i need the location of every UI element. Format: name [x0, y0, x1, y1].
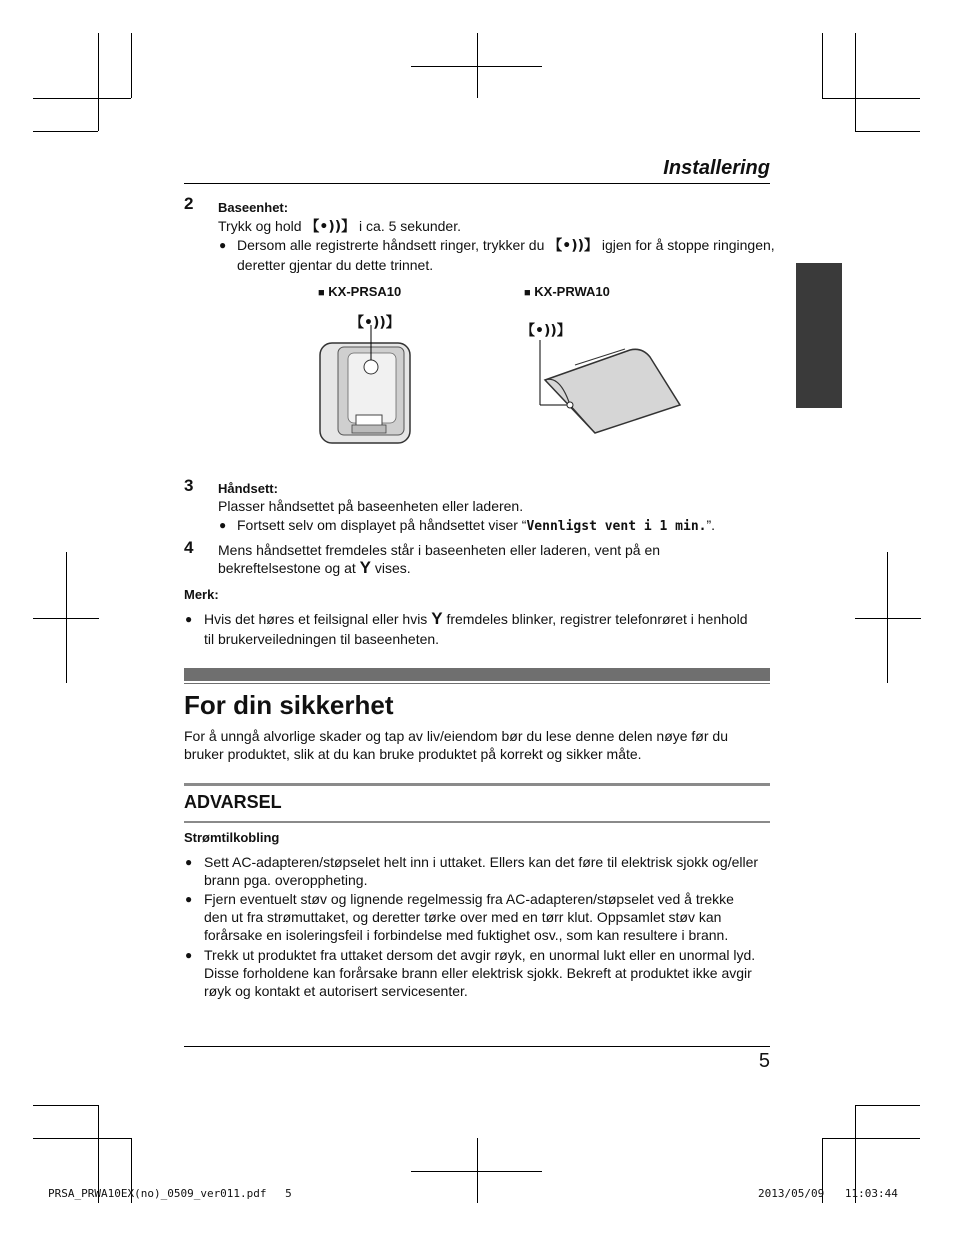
- print-page: 5: [285, 1187, 292, 1200]
- step-line: Trykk og hold 【•))】 i ca. 5 sekunder.: [218, 218, 461, 235]
- warning-item: Sett AC-adapteren/støpselet helt inn i uttaket. Ellers kan det føre til elektrisk sjokk og/eller brann pga. overoppheting.: [204, 854, 759, 888]
- warning-heading: ADVARSEL: [184, 792, 282, 812]
- step-number: 2: [184, 194, 194, 213]
- base-unit-illustration: [310, 325, 420, 450]
- step-title: Baseenhet:: [218, 200, 289, 215]
- footer-rule: [184, 1046, 770, 1047]
- warning-rule-top: [184, 783, 770, 786]
- section-intro: For å unngå alvorlige skader og tap av liv/eiendom bør du lese denne delen nøye før du bruker produktet, slik at du kan bruke produktet på korrekt og sikker måte.: [184, 728, 728, 762]
- side-tab: [796, 263, 842, 408]
- base-button-icon: 【•))】: [521, 323, 571, 339]
- print-timestamp: [758, 1187, 898, 1200]
- note-text: Hvis det høres et feilsignal eller hvis Y fremdeles blinker, registrer telefonrøret i henhold til brukerveiledningen til baseenheten.: [204, 609, 748, 647]
- print-file: PRSA_PRWA10EX(no)_0509_ver011.pdf: [48, 1187, 267, 1200]
- print-date: 2013/05/09: [758, 1187, 825, 1200]
- bullet: ●: [185, 892, 193, 906]
- warning-item: Fjern eventuelt støv og lignende regelmessig fra AC-adapteren/støpselet ved å trekke den ut fra strømuttaket, og deretter tørke over med en tørr klut. Oppsamlet støv kan forårsake en isoleringsfeil i forbindelse med fuktighet osv., som kan resultere i brann.: [204, 891, 734, 943]
- charger-illustration: [530, 335, 690, 435]
- bullet: ●: [219, 238, 227, 252]
- model-label-prsa10: ■ KX-PRSA10: [318, 284, 402, 299]
- base-button-icon: 【•))】: [305, 219, 356, 235]
- step-text: Mens håndsettet fremdeles står i baseenheten eller laderen, vent på en bekreftelsestone og at Y vises.: [218, 542, 661, 577]
- model-label-prwa10: ■ KX-PRWA10: [524, 284, 610, 299]
- display-message: Vennligst vent i 1 min.: [526, 519, 707, 534]
- warning-item: Trekk ut produktet fra uttaket dersom det avgir røyk, en unormal lukt eller en unormal lyd. Disse forholdene kan forårsake brann eller elektrisk sjokk. Bekreft at produktet ikke avgir røyk og kontakt et autorisert servicesenter.: [204, 947, 756, 999]
- step-title: Håndsett:: [218, 481, 278, 496]
- step-bullet: Dersom alle registrerte håndsett ringer, trykker du 【•))】 igjen for å stoppe ringingen, deretter gjentar du dette trinnet.: [237, 237, 775, 273]
- page-number: 5: [758, 1050, 770, 1072]
- signal-icon: Y: [431, 609, 443, 628]
- section-bar-rule: [184, 683, 770, 684]
- header-rule: [184, 183, 770, 184]
- step-line: Plasser håndsettet på baseenheten eller laderen.: [218, 498, 524, 514]
- signal-icon: Y: [359, 558, 371, 577]
- section-bar: [184, 668, 770, 681]
- base-button-icon: 【•))】: [350, 315, 400, 331]
- note-title: Merk:: [184, 587, 219, 602]
- step-number: 3: [184, 476, 194, 495]
- bullet: ●: [185, 612, 193, 626]
- step-number: 4: [184, 538, 194, 557]
- step-bullet: Fortsett selv om displayet på håndsettet viser “Vennligst vent i 1 min.”.: [237, 517, 716, 534]
- bullet: ●: [185, 855, 193, 869]
- subheading: Strømtilkobling: [184, 830, 280, 845]
- print-slug: [48, 1187, 292, 1200]
- section-title: Installering: [663, 157, 770, 179]
- section-header: [184, 155, 770, 181]
- section-heading: For din sikkerhet: [184, 690, 394, 720]
- base-button-icon: 【•))】: [548, 238, 598, 254]
- print-time: 11:03:44: [844, 1187, 898, 1200]
- warning-rule-bottom: [184, 821, 770, 823]
- bullet: ●: [219, 518, 227, 532]
- bullet: ●: [185, 948, 193, 962]
